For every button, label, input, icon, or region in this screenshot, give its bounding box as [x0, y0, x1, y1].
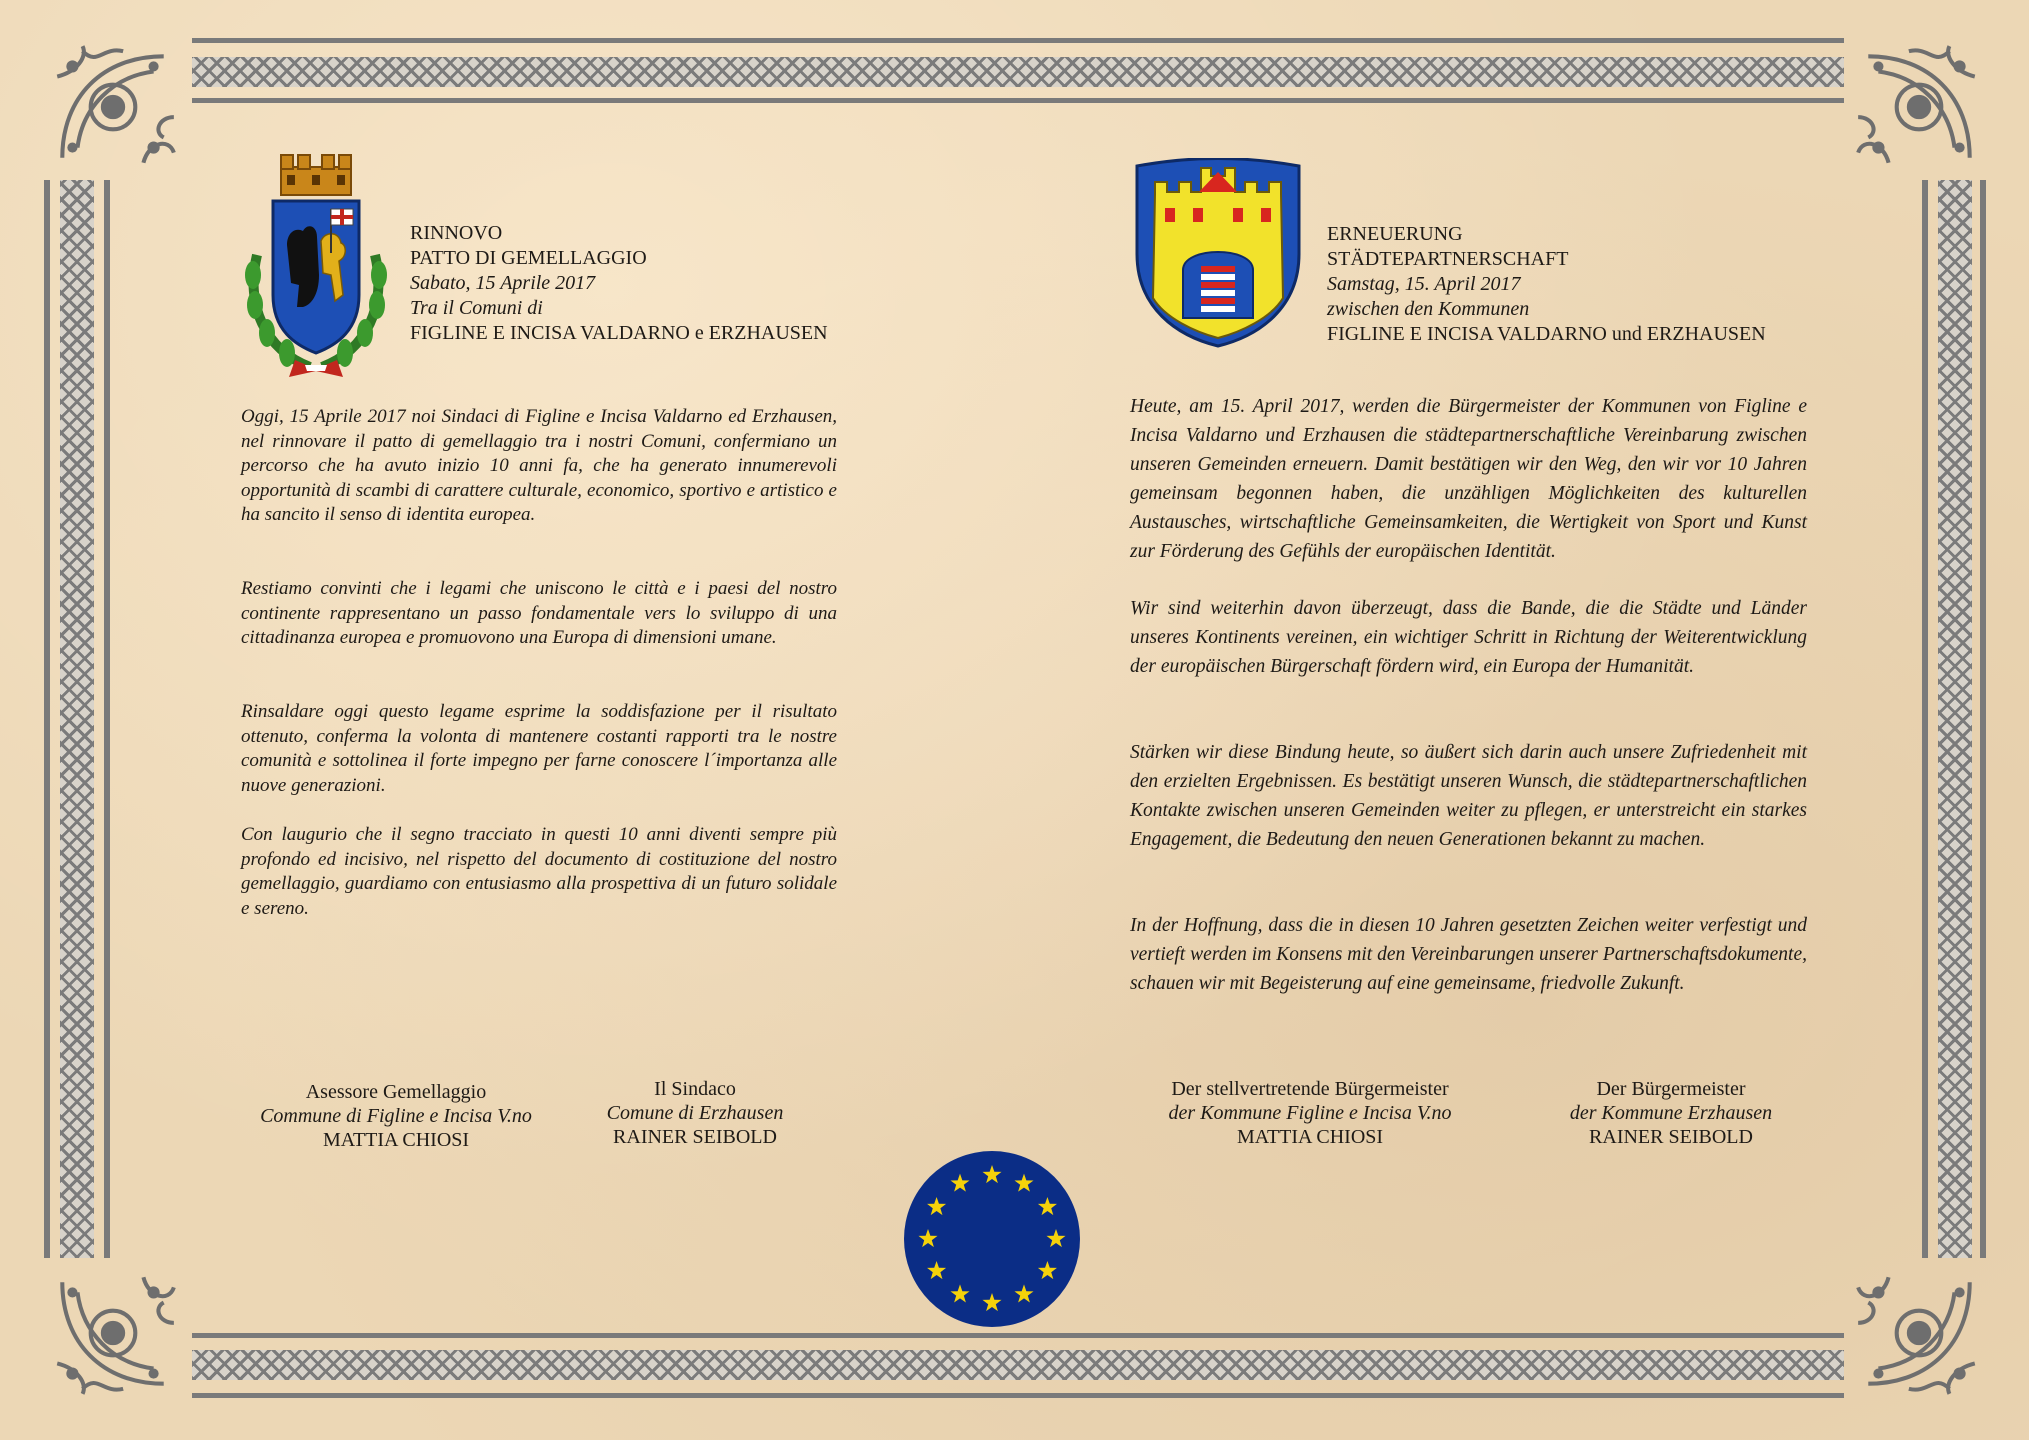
frame-bottom-lattice: [192, 1350, 1844, 1380]
italian-signature-mayor: [565, 1077, 825, 1149]
german-header: [1327, 222, 1847, 347]
ornament-corner-icon: [1848, 36, 1990, 178]
eu-flag-circle: [903, 1150, 1081, 1328]
german-paragraph: Heute, am 15. April 2017, werden die Bürgermeister der Kommunen von Figline e Incisa Valdarno und Erzhausen die städtepartnerschaftliche Vereinbarung zwischen unseren Gemeinden erneuern. Damit bestätigen wir den Weg, den wir vor 10 Jahren gemeinsam begonnen haben, die unzähligen Möglichkeiten des kulturellen Austausches, wirtschaftliche Gemeinsamkeiten, die Wertigkeit von Sport und Kunst zur Förderung des Gefühls der europäischen Identität.: [1130, 396, 1807, 562]
erzhausen-coat-of-arms: [1131, 158, 1305, 348]
german-paragraph: In der Hoffnung, dass die in diesen 10 Jahren gesetzten Zeichen weiter verfestigt und vertieft werden im Konsens mit den Vereinbarungen unserer Partnerschaftsdokumente, schauen wir mit Begeisterung auf eine gemeinsame, friedvolle Zukunft.: [1130, 915, 1807, 994]
signature-role: Der stellvertretende Bürgermeister: [1171, 1078, 1449, 1100]
italian-header-subtitle: PATTO DI GEMELLAGGIO: [410, 247, 647, 269]
signature-org: der Kommune Figline e Incisa V.no: [1168, 1102, 1452, 1124]
ornament-corner-icon: [42, 36, 184, 178]
frame-top-lattice: [192, 57, 1844, 87]
italian-paragraph: Oggi, 15 Aprile 2017 noi Sindaci di Figline e Incisa Valdarno ed Erzhausen, nel rinnovare il patto di gemellaggio tra i nostri Comuni, confermiano un percorso che ha avuto inizio 10 anni fa, che ha generato innumerevoli opportunità di scambi di carattere culturale, economico, sportivo e artistico e ha sancito il senso di identita europea.: [241, 406, 837, 525]
frame-left-lattice: [60, 180, 94, 1258]
german-signature-deputy: [1150, 1077, 1470, 1149]
signature-org: Comune di Erzhausen: [606, 1102, 784, 1124]
frame-right-lattice: [1938, 180, 1972, 1258]
italian-paragraph: Con lаugurio che il segno tracciato in questi 10 anni diventi sempre più profondo ed incisivo, nel rispetto del documento di costituzione del nostro gemellaggio, guardiamo con entusiasmo alla prospettiva di un futuro solidale e sereno.: [241, 824, 837, 919]
signature-role: Il Sindaco: [654, 1078, 736, 1100]
signature-role: Der Bürgermeister: [1596, 1078, 1746, 1100]
signature-role: Asessore Gemellaggio: [305, 1081, 487, 1103]
frame-left-line-inner: [104, 180, 110, 1258]
signature-org: Commune di Figline e Incisa V.no: [260, 1105, 532, 1127]
figline-incisa-coat-of-arms: [235, 145, 397, 380]
italian-header-towns: FIGLINE E INCISA VALDARNO e ERZHAUSEN: [410, 322, 828, 344]
german-paragraph: Stärken wir diese Bindung heute, so äußert sich darin auch unsere Zufriedenheit mit den erzielten Ergebnissen. Es bestätigt unseren Wunsch, die städtepartnerschaftlichen Kontakte zwischen unseren Gemeinden weiter zu pflegen, er unterstreicht ein starkes Engagement, die Bedeutung den neuen Generationen bekannt zu machen.: [1130, 742, 1807, 850]
german-paragraph: Wir sind weiterhin davon überzeugt, dass die Bande, die die Städte und Länder unseres Kontinents vereinen, ein wichtiger Schritt in Richtung der Weiterentwicklung der europäischen Bürgerschaft fördern wird, ein Europa der Humanität.: [1130, 598, 1807, 677]
signature-name: RAINER SEIBOLD: [613, 1126, 777, 1148]
frame-top-line-inner: [192, 98, 1844, 103]
german-header-subtitle: STÄDTEPARTNERSCHAFT: [1327, 248, 1569, 270]
signature-org: der Kommune Erzhausen: [1569, 1102, 1773, 1124]
frame-right-line-outer: [1980, 180, 1986, 1258]
signature-name: MATTIA CHIOSI: [1236, 1126, 1384, 1148]
ornament-corner-icon: [42, 1262, 184, 1404]
frame-right-line-inner: [1922, 180, 1928, 1258]
german-header-between: zwischen den Kommunen: [1327, 298, 1530, 320]
italian-signature-deputy: [246, 1080, 546, 1152]
ornament-corner-icon: [1848, 1262, 1990, 1404]
signature-name: RAINER SEIBOLD: [1589, 1126, 1753, 1148]
italian-paragraph: Rinsaldare oggi questo legame esprime la soddisfazione per il risultato ottenuto, conferma la volonta di mantenere costanti rapporti tra le nostre comunità e sottolinea il forte impegno per farne conoscere l´importanza alle nuove generazioni.: [241, 701, 837, 796]
italian-header: [410, 221, 870, 346]
german-header-towns: FIGLINE E INCISA VALDARNO und ERZHAUSEN: [1327, 323, 1766, 345]
german-header-title: ERNEUERUNG: [1327, 223, 1463, 245]
german-signature-mayor: [1536, 1077, 1806, 1149]
frame-left-line-outer: [44, 180, 50, 1258]
frame-bottom-line-inner: [192, 1333, 1844, 1338]
italian-paragraph: Restiamo convinti che i legami che uniscono le città e i paesi del nostro continente rappresentano un passo fondamentale vers lo sviluppo di una cittadinanza europea e promuovono una Europa di dimensioni umane.: [241, 578, 837, 648]
german-header-date: Samstag, 15. April 2017: [1327, 273, 1521, 295]
signature-name: MATTIA CHIOSI: [322, 1129, 470, 1151]
italian-header-title: RINNOVO: [410, 222, 503, 244]
frame-top-line-outer: [192, 38, 1844, 43]
italian-header-between: Tra il Comuni di: [410, 297, 543, 319]
italian-header-date: Sabato, 15 Aprile 2017: [410, 272, 596, 294]
frame-bottom-line-outer: [192, 1393, 1844, 1398]
